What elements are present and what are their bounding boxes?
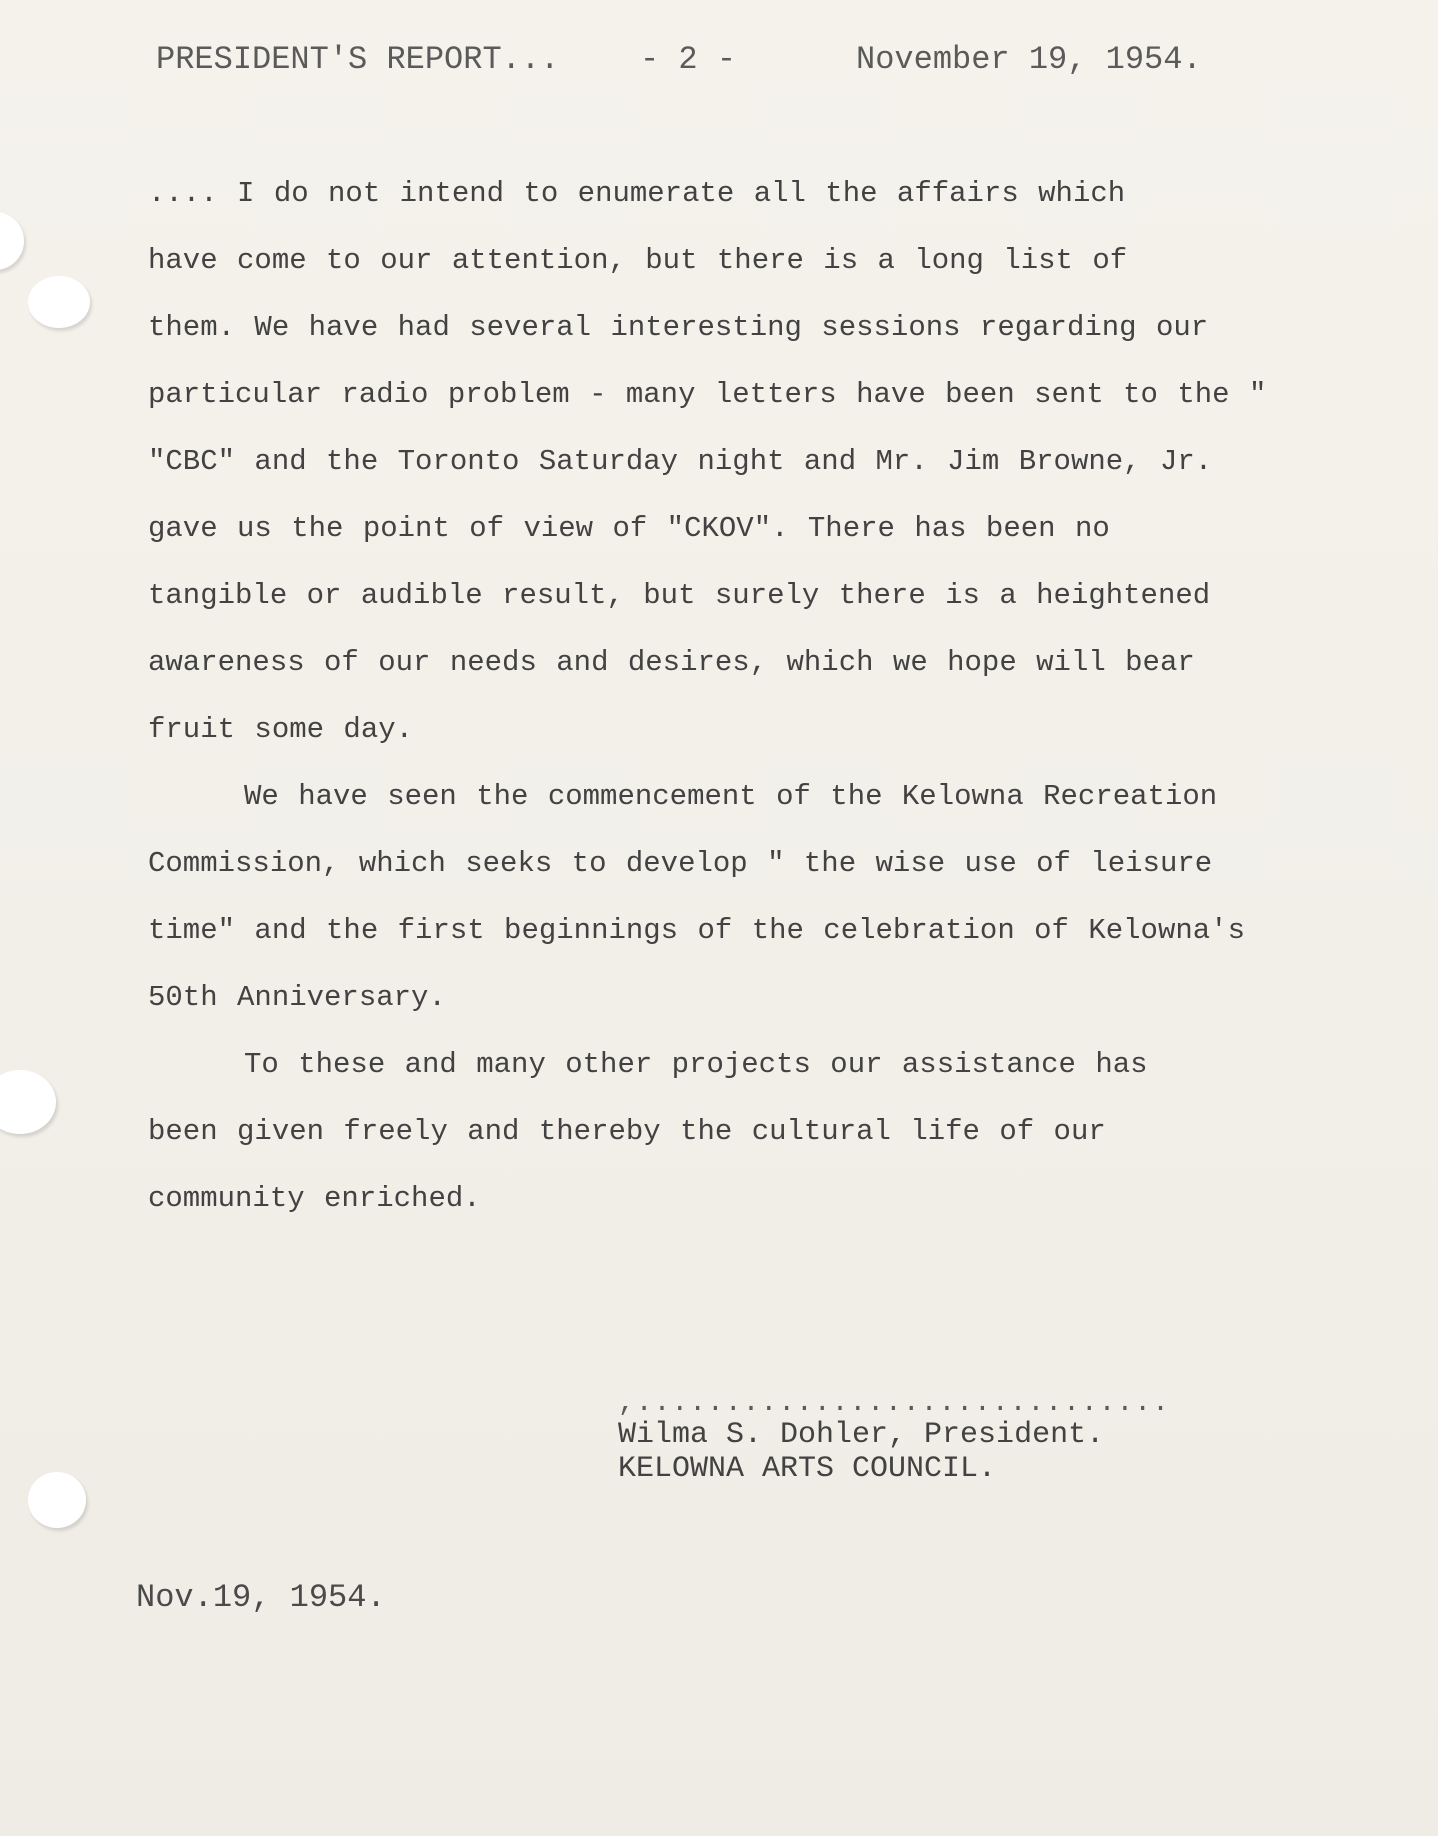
body-line: awareness of our needs and desires, which we hope will bear [148, 646, 1195, 679]
punch-hole [0, 212, 24, 270]
footer-date: Nov.19, 1954. [136, 1579, 386, 1616]
body-line: been given freely and thereby the cultural life of our [148, 1115, 1106, 1148]
report-body [148, 160, 1398, 1232]
signatory-name: Wilma S. Dohler, President. [618, 1418, 1105, 1452]
punch-hole [28, 276, 90, 328]
signature-line: ,.............................. [618, 1390, 1170, 1418]
header-date: November 19, 1954. [856, 41, 1202, 78]
body-line: time" and the first beginnings of the celebration of Kelowna's [148, 914, 1245, 947]
body-line: tangible or audible result, but surely there is a heightened [148, 579, 1211, 612]
body-line: 50th Anniversary. [148, 981, 446, 1014]
report-title: PRESIDENT'S REPORT... [156, 41, 560, 78]
body-line: gave us the point of view of "CKOV". There has been no [148, 512, 1110, 545]
body-line: "CBC" and the Toronto Saturday night and Mr. Jim Browne, Jr. [148, 445, 1213, 478]
organization-name: KELOWNA ARTS COUNCIL. [618, 1452, 997, 1486]
page-header [156, 36, 1246, 84]
signature-block [618, 1390, 1238, 1486]
punch-hole [28, 1472, 86, 1528]
body-line: To these and many other projects our assistance has [244, 1048, 1148, 1081]
body-line: community enriched. [148, 1182, 481, 1215]
body-line: fruit some day. [148, 713, 414, 746]
body-line: Commission, which seeks to develop " the wise use of leisure [148, 847, 1213, 880]
page-number: - 2 - [640, 41, 737, 78]
body-line: them. We have had several interesting sessions regarding our [148, 311, 1209, 344]
body-line: have come to our attention, but there is a long list of [148, 244, 1128, 277]
body-line: We have seen the commencement of the Kelowna Recreation [244, 780, 1218, 813]
punch-hole [0, 1070, 56, 1134]
body-line: particular radio problem - many letters have been sent to the " [148, 378, 1267, 411]
body-line: .... I do not intend to enumerate all the affairs which [148, 177, 1126, 210]
